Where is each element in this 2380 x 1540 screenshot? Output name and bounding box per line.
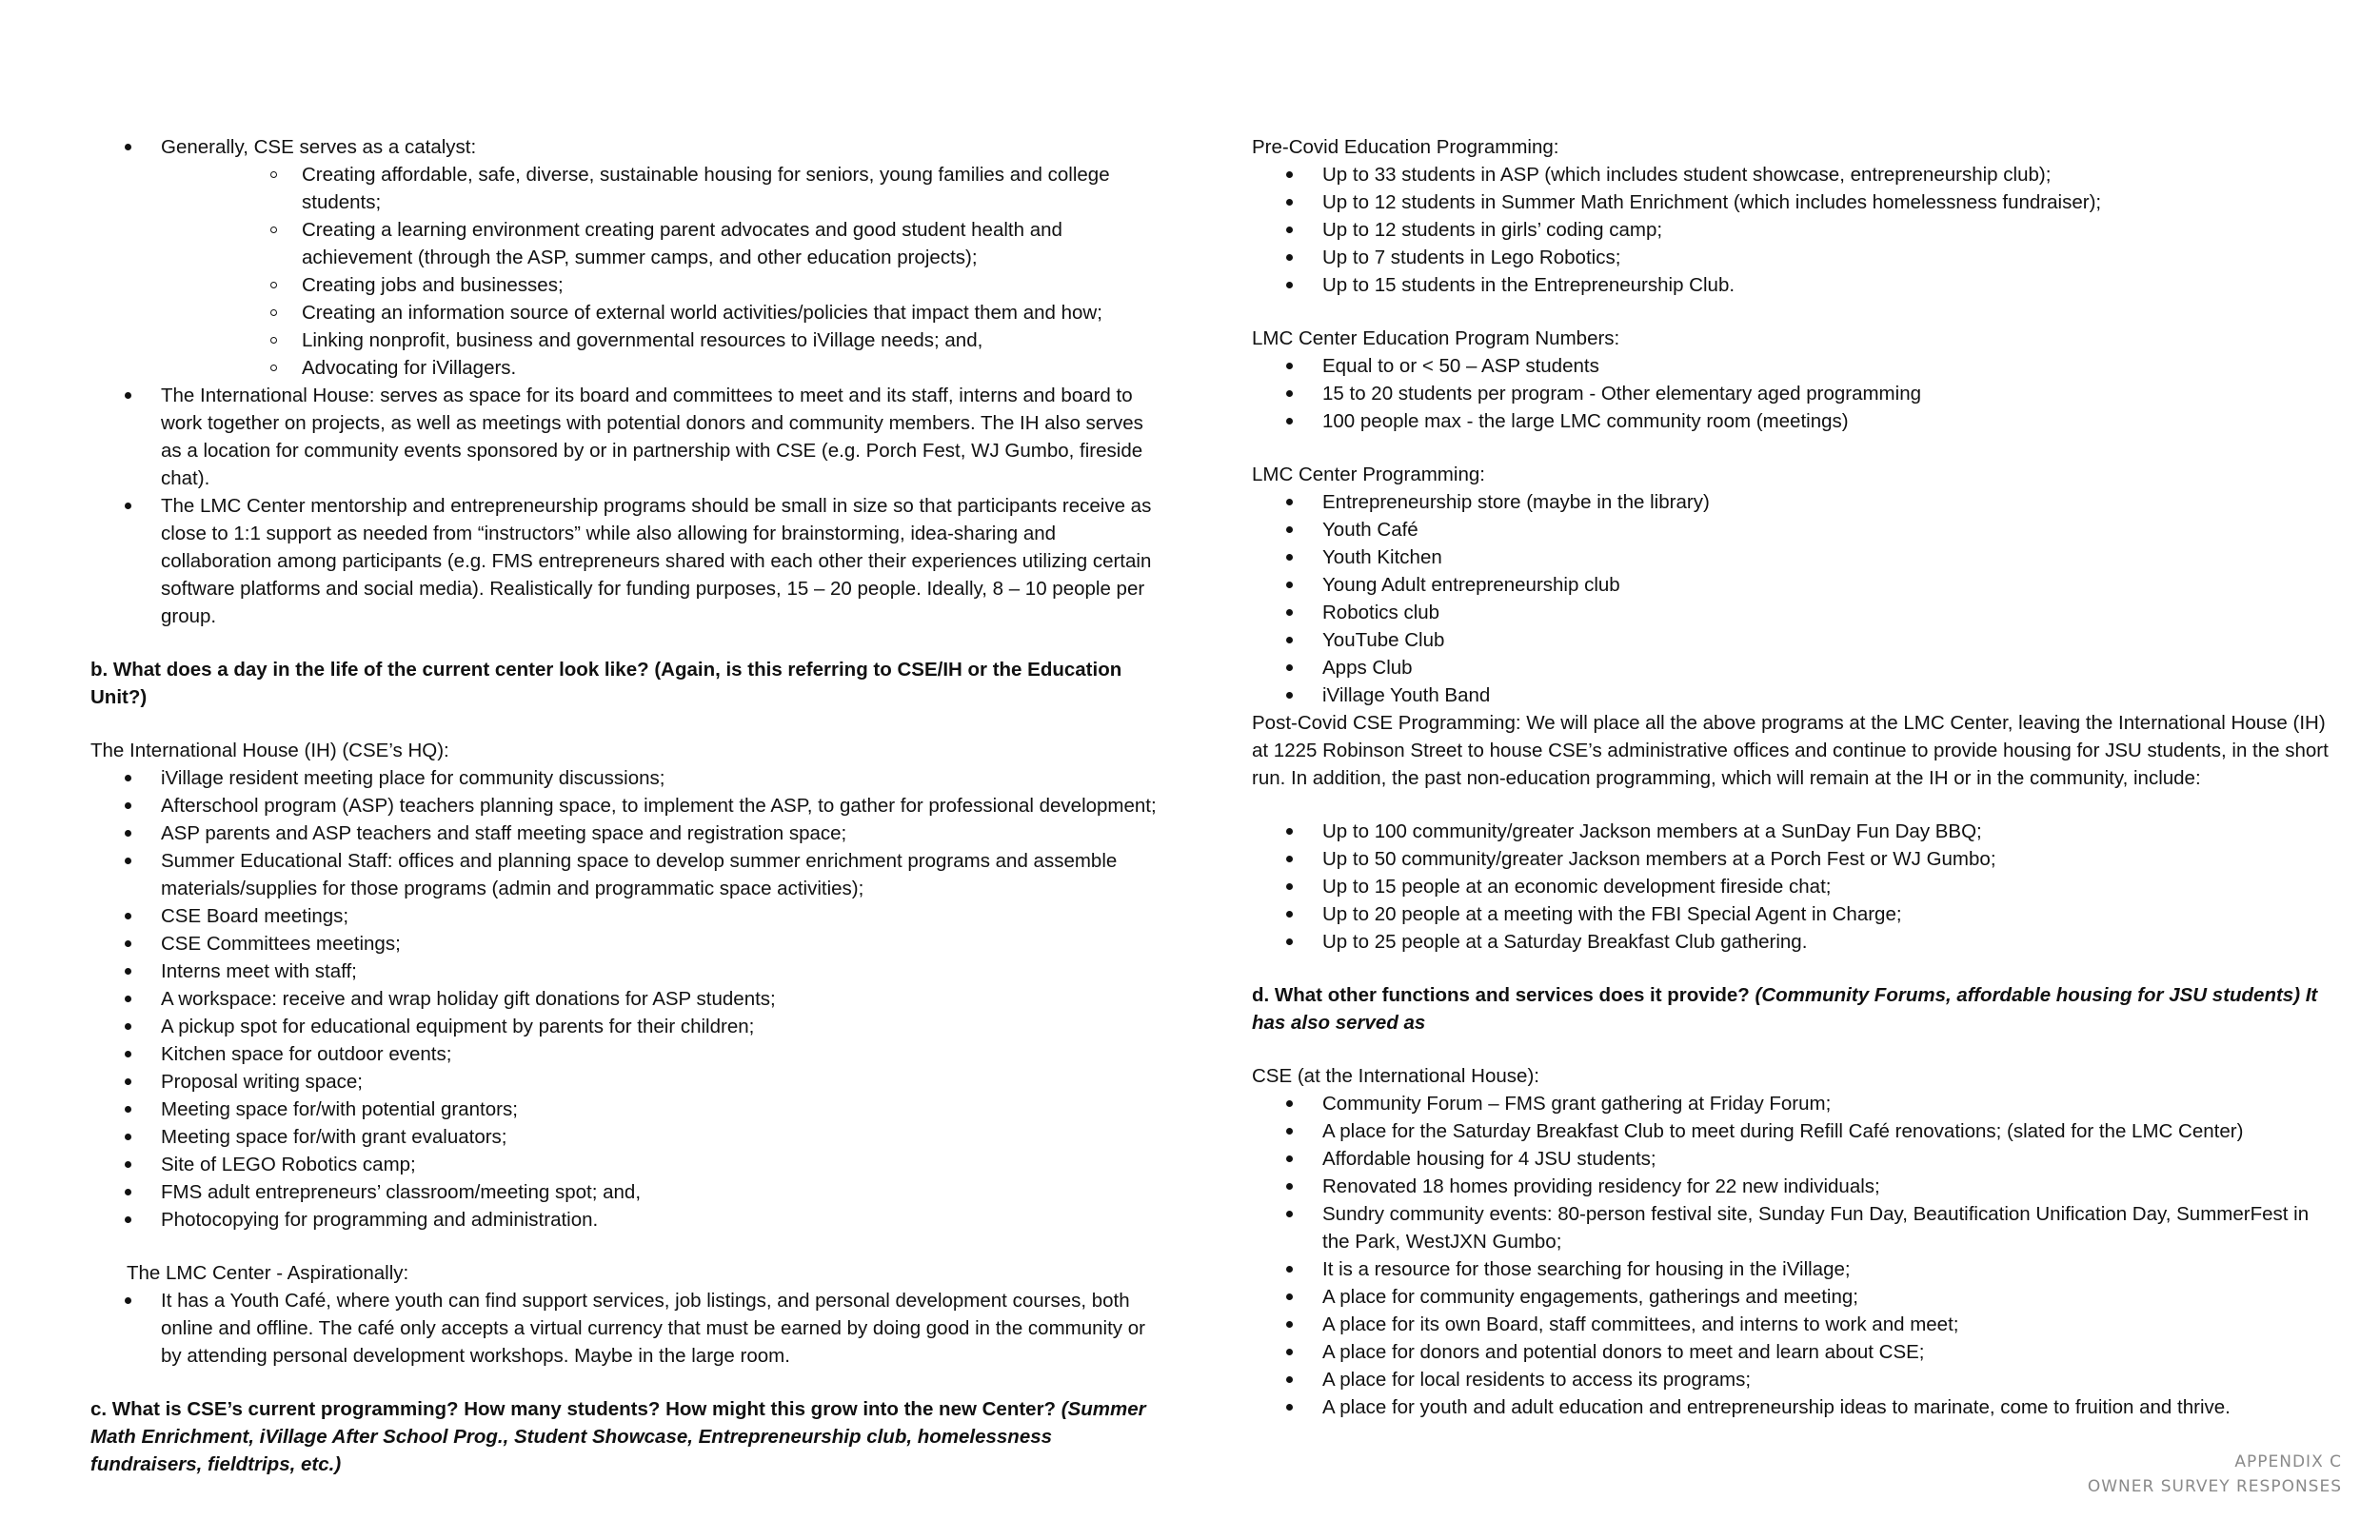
programming-label: LMC Center Programming: [1252,464,1485,485]
question-d-examples: (Community Forums, affordable housing for JSU students) It has also served as [1252,984,2318,1034]
list-item: Entrepreneurship store (maybe in the library) [1252,488,2332,516]
precovid-list [1252,161,2332,299]
list-item: A pickup spot for educational equipment by parents for their children; [90,1013,1166,1040]
list-item: Up to 20 people at a meeting with the FBI Special Agent in Charge; [1252,900,2332,928]
list-item: Summer Educational Staff: offices and planning space to develop summer enrichment programs and assemble materials/supplies for those programs (admin and programmatic space activities); [90,847,1166,902]
list-item: A place for the Saturday Breakfast Club to meet during Refill Café renovations; (slated for the LMC Center) [1252,1117,2332,1145]
spacer [1252,299,2332,325]
list-item: CSE Board meetings; [90,902,1166,930]
list-item: Apps Club [1252,654,2332,681]
spacer [1252,1037,2332,1062]
question-c-heading [90,1395,1166,1478]
list-item: Linking nonprofit, business and governmental resources to iVillage needs; and, [161,326,1166,354]
spacer [90,1370,1166,1395]
postcovid-list [1252,818,2332,956]
list-item: Up to 100 community/greater Jackson members at a SunDay Fun Day BBQ; [1252,818,2332,845]
spacer [1252,435,2332,461]
list-item: A place for its own Board, staff committees, and interns to work and meet; [1252,1311,2332,1338]
list-item: Robotics club [1252,599,2332,626]
list-item: Creating jobs and businesses; [161,271,1166,299]
list-item: Site of LEGO Robotics camp; [90,1151,1166,1178]
list-item: iVillage resident meeting place for community discussions; [90,764,1166,792]
list-item: YouTube Club [1252,626,2332,654]
cse-label: CSE (at the International House): [1252,1065,1539,1087]
spacer [90,630,1166,656]
list-item: Youth Kitchen [1252,543,2332,571]
list-item: Young Adult entrepreneurship club [1252,571,2332,599]
list-item: It has a Youth Café, where youth can find support services, job listings, and personal development courses, both online and offline. The café only accepts a virtual currency that must be earned by doing good in the community or by attending personal development workshops. Maybe in the large room. [90,1287,1166,1370]
list-item: Up to 25 people at a Saturday Breakfast Club gathering. [1252,928,2332,956]
list-item: Creating affordable, safe, diverse, sustainable housing for seniors, young families and college students; [161,161,1166,216]
list-item: CSE Committees meetings; [90,930,1166,958]
list-item: Up to 15 people at an economic development fireside chat; [1252,873,2332,900]
spacer [1252,956,2332,981]
list-item: Creating an information source of external world activities/policies that impact them and how; [161,299,1166,326]
list-item: Affordable housing for 4 JSU students; [1252,1145,2332,1173]
list-item: Kitchen space for outdoor events; [90,1040,1166,1068]
list-item: ASP parents and ASP teachers and staff meeting space and registration space; [90,819,1166,847]
catalyst-heading: Generally, CSE serves as a catalyst: [161,136,477,158]
list-item: Up to 33 students in ASP (which includes student showcase, entrepreneurship club); [1252,161,2332,188]
list-item: 15 to 20 students per program - Other elementary aged programming [1252,380,2332,407]
numbers-list [1252,352,2332,435]
catalyst-list [161,161,1166,382]
list-item: A place for community engagements, gatherings and meeting; [1252,1283,2332,1311]
spacer [90,1234,1166,1259]
list-item: iVillage Youth Band [1252,681,2332,709]
list-item: A place for youth and adult education and entrepreneurship ideas to marinate, come to fruition and thrive. [1252,1393,2332,1421]
list-item: A place for local residents to access its programs; [1252,1366,2332,1393]
spacer [90,711,1166,737]
list-item: FMS adult entrepreneurs’ classroom/meeting spot; and, [90,1178,1166,1206]
question-b-heading: b. What does a day in the life of the current center look like? (Again, is this referring to CSE/IH or the Education Unit?) [90,659,1122,708]
question-c-text: c. What is CSE’s current programming? How many students? How might this grow into the new Center? [90,1398,1061,1420]
list-item: Proposal writing space; [90,1068,1166,1096]
left-column [90,133,1166,1478]
list-item: Advocating for iVillagers. [161,354,1166,382]
right-column [1252,133,2332,1421]
list-item: Equal to or < 50 – ASP students [1252,352,2332,380]
list-item: Youth Café [1252,516,2332,543]
list-item: Community Forum – FMS grant gathering at Friday Forum; [1252,1090,2332,1117]
spacer [1252,792,2332,818]
list-item: Creating a learning environment creating parent advocates and good student health and achievement (through the ASP, summer camps, and other education projects); [161,216,1166,271]
list-item: The LMC Center mentorship and entrepreneurship programs should be small in size so that participants receive as close to 1:1 support as needed from “instructors” while also allowing for brainstorming, idea-sharing and collaboration among participants (e.g. FMS entrepreneurs shared with each other their experiences utilizing certain software platforms and social media). Realistically for funding purposes, 15 – 20 people. Ideally, 8 – 10 people per group. [90,492,1166,630]
list-item: Meeting space for/with grant evaluators; [90,1123,1166,1151]
programming-list [1252,488,2332,709]
list-item: Up to 15 students in the Entrepreneurship Club. [1252,271,2332,299]
postcovid-paragraph: Post-Covid CSE Programming: We will place all the above programs at the LMC Center, leaving the International House (IH) at 1225 Robinson Street to house CSE’s administrative offices and continue to provide housing for JSU students, in the short run. In addition, the past non-education programming, which will remain at the IH or in the community, include: [1252,712,2329,789]
intro-list [90,133,1166,630]
list-item: 100 people max - the large LMC community room (meetings) [1252,407,2332,435]
ih-list [90,764,1166,1234]
list-item: Up to 7 students in Lego Robotics; [1252,244,2332,271]
list-item: A place for donors and potential donors to meet and learn about CSE; [1252,1338,2332,1366]
list-item: Renovated 18 homes providing residency for 22 new individuals; [1252,1173,2332,1200]
list-item: Up to 12 students in Summer Math Enrichment (which includes homelessness fundraiser); [1252,188,2332,216]
appendix-label: APPENDIX C [2234,1452,2342,1471]
list-item: Meeting space for/with potential grantors; [90,1096,1166,1123]
numbers-label: LMC Center Education Program Numbers: [1252,327,1620,349]
list-item: Up to 12 students in girls’ coding camp; [1252,216,2332,244]
question-c-examples: (Summer Math Enrichment, iVillage After School Prog., Student Showcase, Entrepreneurship club, homelessness fundraisers, fieldtrips, etc.) [90,1398,1146,1475]
list-item: The International House: serves as space for its board and committees to meet and its staff, interns and board to work together on projects, as well as meetings with potential donors and community members. The IH also serves as a location for community events sponsored by or in partnership with CSE (e.g. Porch Fest, WJ Gumbo, fireside chat). [90,382,1166,492]
ih-label: The International House (IH) (CSE’s HQ): [90,740,449,761]
list-item: Afterschool program (ASP) teachers planning space, to implement the ASP, to gather for professional development; [90,792,1166,819]
cse-list [1252,1090,2332,1421]
list-item: Sundry community events: 80-person festival site, Sunday Fun Day, Beautification Unification Day, SummerFest in the Park, WestJXN Gumbo; [1252,1200,2332,1255]
list-item: A workspace: receive and wrap holiday gift donations for ASP students; [90,985,1166,1013]
list-item [90,133,1166,382]
question-d-heading [1252,981,2332,1037]
question-d-text: d. What other functions and services does it provide? [1252,984,1755,1006]
list-item: Interns meet with staff; [90,958,1166,985]
lmc-list [90,1287,1166,1370]
list-item: It is a resource for those searching for housing in the iVillage; [1252,1255,2332,1283]
appendix-footer [2088,1450,2342,1499]
list-item: Up to 50 community/greater Jackson members at a Porch Fest or WJ Gumbo; [1252,845,2332,873]
lmc-label: The LMC Center - Aspirationally: [127,1262,409,1284]
precovid-label: Pre-Covid Education Programming: [1252,136,1559,158]
appendix-subtitle: OWNER SURVEY RESPONSES [2087,1477,2342,1496]
list-item: Photocopying for programming and administration. [90,1206,1166,1234]
